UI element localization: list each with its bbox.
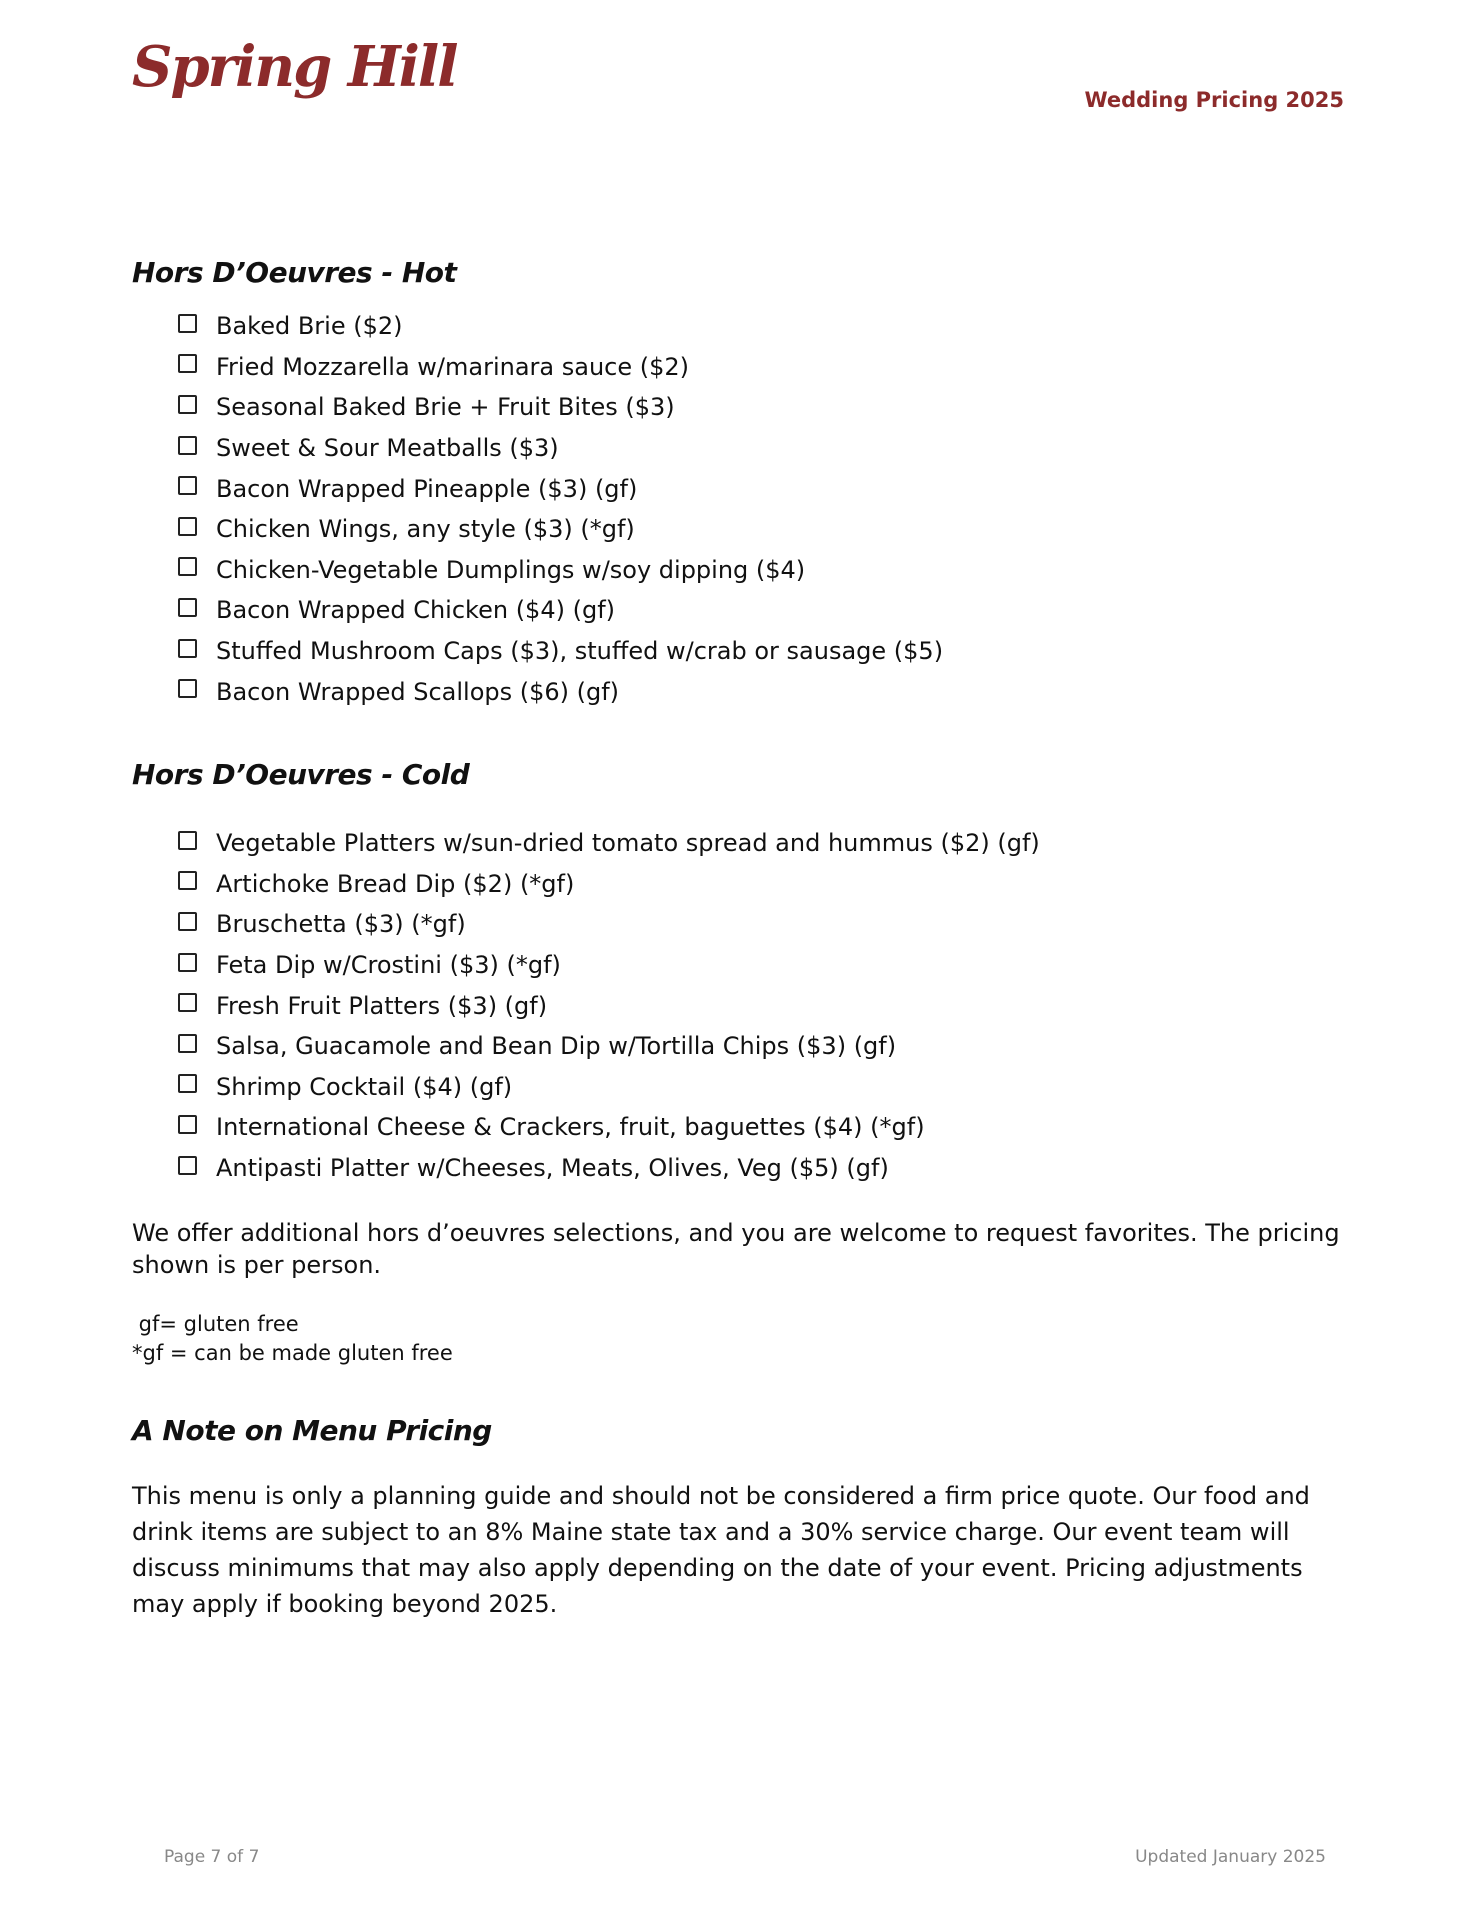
item-label: Seasonal Baked Brie + Fruit Bites ($3) bbox=[216, 393, 675, 422]
checkbox[interactable] bbox=[178, 953, 197, 972]
list-item bbox=[178, 864, 1040, 905]
checkbox[interactable] bbox=[178, 993, 197, 1012]
item-label: Fresh Fruit Platters ($3) (gf) bbox=[216, 991, 548, 1020]
item-label: Salsa, Guacamole and Bean Dip w/Tortilla Chips ($3) (gf) bbox=[216, 1032, 897, 1061]
checkbox[interactable] bbox=[178, 831, 197, 850]
pricing-note-title: A Note on Menu Pricing bbox=[132, 1414, 492, 1447]
item-label: Bacon Wrapped Scallops ($6) (gf) bbox=[216, 677, 620, 706]
list-item bbox=[178, 904, 1040, 945]
legend-gf: gf= gluten free bbox=[132, 1312, 299, 1336]
cold-section-title: Hors D’Oeuvres - Cold bbox=[132, 758, 470, 791]
hot-items-list bbox=[178, 306, 943, 712]
checkbox[interactable] bbox=[178, 436, 197, 455]
legend-star-gf: *gf = can be made gluten free bbox=[132, 1341, 453, 1365]
item-label: Fried Mozzarella w/marinara sauce ($2) bbox=[216, 352, 690, 381]
list-item bbox=[178, 823, 1040, 864]
spring-hill-logo: Spring Hill bbox=[132, 34, 457, 100]
item-label: Shrimp Cocktail ($4) (gf) bbox=[216, 1072, 513, 1101]
list-item bbox=[178, 306, 943, 347]
list-item bbox=[178, 631, 943, 672]
page-number: Page 7 of 7 bbox=[164, 1847, 260, 1867]
item-label: Baked Brie ($2) bbox=[216, 312, 403, 341]
checkbox[interactable] bbox=[178, 1115, 197, 1134]
item-label: Chicken Wings, any style ($3) (*gf) bbox=[216, 515, 635, 544]
checkbox[interactable] bbox=[178, 1156, 197, 1175]
pricing-note-body: This menu is only a planning guide and should not be considered a firm price quote. Our food and drink items are subject to an 8% Maine state tax and a 30% service charge. Our event team will discuss minimums that may also apply depending on the date of your event. Pricing adjustments may apply if booking beyond 2025. bbox=[132, 1482, 1310, 1618]
list-item bbox=[178, 347, 943, 388]
item-label: Artichoke Bread Dip ($2) (*gf) bbox=[216, 869, 575, 898]
list-item bbox=[178, 1107, 1040, 1148]
additional-selections-note: We offer additional hors d’oeuvres selections, and you are welcome to request favorites. The pricing shown is per person. bbox=[132, 1219, 1340, 1279]
document-label: Wedding Pricing 2025 bbox=[1084, 88, 1344, 112]
checkbox[interactable] bbox=[178, 1034, 197, 1053]
checkbox[interactable] bbox=[178, 557, 197, 576]
checkbox[interactable] bbox=[178, 354, 197, 373]
checkbox[interactable] bbox=[178, 598, 197, 617]
checkbox[interactable] bbox=[178, 517, 197, 536]
list-item bbox=[178, 945, 1040, 986]
item-label: Bacon Wrapped Pineapple ($3) (gf) bbox=[216, 474, 638, 503]
item-label: Stuffed Mushroom Caps ($3), stuffed w/crab or sausage ($5) bbox=[216, 637, 944, 666]
list-item bbox=[178, 550, 943, 591]
list-item bbox=[178, 428, 943, 469]
updated-date: Updated January 2025 bbox=[1135, 1847, 1326, 1867]
checkbox[interactable] bbox=[178, 395, 197, 414]
item-label: Chicken-Vegetable Dumplings w/soy dipping ($4) bbox=[216, 555, 806, 584]
checkbox[interactable] bbox=[178, 476, 197, 495]
item-label: Bacon Wrapped Chicken ($4) (gf) bbox=[216, 596, 615, 625]
checkbox[interactable] bbox=[178, 314, 197, 333]
hot-section-title: Hors D’Oeuvres - Hot bbox=[132, 256, 457, 289]
checkbox[interactable] bbox=[178, 679, 197, 698]
checkbox[interactable] bbox=[178, 639, 197, 658]
item-label: Antipasti Platter w/Cheeses, Meats, Olives, Veg ($5) (gf) bbox=[216, 1154, 889, 1183]
item-label: Feta Dip w/Crostini ($3) (*gf) bbox=[216, 951, 561, 980]
cold-items-list bbox=[178, 823, 1040, 1188]
checkbox[interactable] bbox=[178, 871, 197, 890]
list-item bbox=[178, 671, 943, 712]
list-item bbox=[178, 985, 1040, 1026]
list-item bbox=[178, 387, 943, 428]
list-item bbox=[178, 1148, 1040, 1189]
list-item bbox=[178, 468, 943, 509]
item-label: Sweet & Sour Meatballs ($3) bbox=[216, 434, 559, 463]
item-label: Vegetable Platters w/sun-dried tomato spread and hummus ($2) (gf) bbox=[216, 829, 1040, 858]
item-label: Bruschetta ($3) (*gf) bbox=[216, 910, 466, 939]
checkbox[interactable] bbox=[178, 1074, 197, 1093]
list-item bbox=[178, 509, 943, 550]
item-label: International Cheese & Crackers, fruit, baguettes ($4) (*gf) bbox=[216, 1113, 925, 1142]
list-item bbox=[178, 1067, 1040, 1108]
checkbox[interactable] bbox=[178, 912, 197, 931]
gluten-free-legend bbox=[132, 1310, 453, 1368]
list-item bbox=[178, 590, 943, 631]
list-item bbox=[178, 1026, 1040, 1067]
